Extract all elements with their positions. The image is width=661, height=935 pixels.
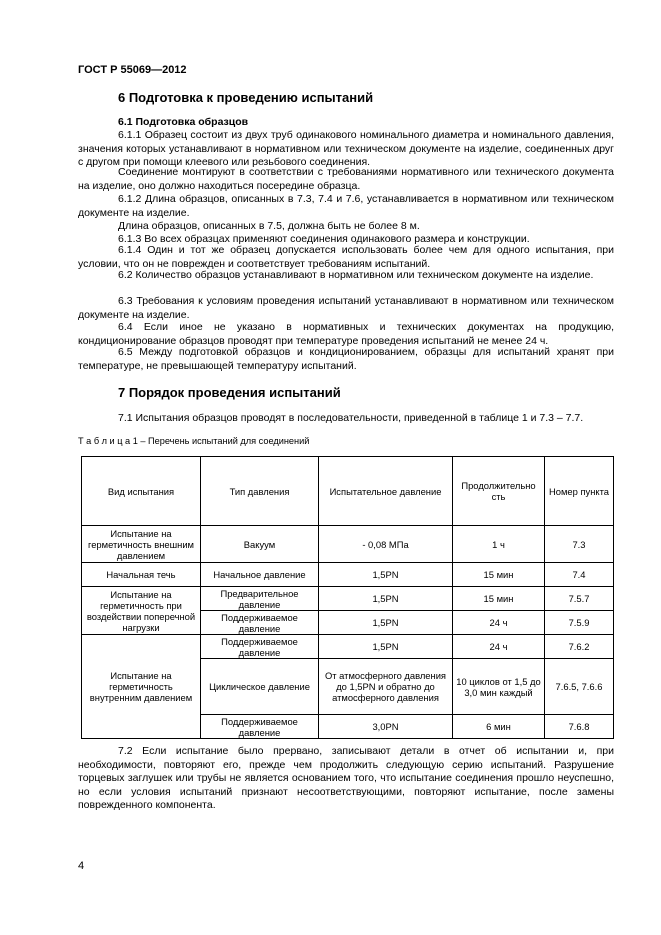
table-row: [82, 563, 614, 587]
page-number: 4: [78, 860, 85, 872]
cell-clause: 7.6.5, 7.6.6: [545, 659, 614, 715]
cell-duration: 6 мин: [453, 715, 545, 739]
header-test-pressure: Испытательное давление: [319, 457, 453, 526]
cell-test-pressure: 1,5PN: [319, 563, 453, 587]
tests-table: [81, 456, 614, 739]
paragraph-7-1: 7.1 Испытания образцов проводят в последовательности, приведенной в таблице 1 и 7.3 – 7.7.: [118, 412, 584, 424]
cell-duration: 15 мин: [453, 563, 545, 587]
cell-duration: 24 ч: [453, 611, 545, 635]
paragraph-7-2: 7.2 Если испытание было прервано, записывают детали в отчет об испытании и, при необходимости, повторяют его, прежде чем продолжить следующую серию испытаний. Разрушение торцевых заглушек или трубы не является основанием того, что испытание соединения прошло неуспешно, но если условия испытаний признают несоответствующими, повторяют испытание, после замены поврежденного компонента.: [78, 745, 614, 812]
cell-test-type: Испытание на герметичность внешним давлением: [82, 526, 201, 563]
cell-duration: 24 ч: [453, 635, 545, 659]
cell-clause: 7.4: [545, 563, 614, 587]
cell-pressure-type: Предварительное давление: [201, 587, 319, 611]
cell-pressure-type: Поддерживаемое давление: [201, 715, 319, 739]
cell-test-pressure: 3,0PN: [319, 715, 453, 739]
cell-test-pressure: 1,5PN: [319, 611, 453, 635]
paragraph-6-2: 6.2 Количество образцов устанавливают в нормативном или техническом документе на изделие.: [118, 269, 594, 281]
cell-pressure-type: Начальное давление: [201, 563, 319, 587]
paragraph-6-1-1: 6.1.1 Образец состоит из двух труб одинакового номинального диаметра и номинального давления, значения которых устанавливают в нормативном или техническом документе на изделие, соединенных друг с другом при помощи клеевого или резьбового соединения.: [78, 129, 614, 169]
cell-clause: 7.5.7: [545, 587, 614, 611]
paragraph-6-4: 6.4 Если иное не указано в нормативных и технических документах на продукцию, кондиционирование образцов проводят при температуре проведения испытаний не менее 24 ч.: [78, 321, 614, 347]
cell-test-type: Испытание на герметичность при воздействии поперечной нагрузки: [82, 587, 201, 635]
section-7-title: 7 Порядок проведения испытаний: [118, 385, 341, 400]
table-row: [82, 635, 614, 659]
table-row: [82, 526, 614, 563]
table-header-row: [82, 457, 614, 526]
cell-test-type: Начальная течь: [82, 563, 201, 587]
paragraph-6-1-2: 6.1.2 Длина образцов, описанных в 7.3, 7.4 и 7.6, устанавливается в нормативном или техническом документе на изделие.: [78, 193, 614, 219]
cell-test-pressure: От атмосферного давления до 1,5PN и обратно до атмосферного давления: [319, 659, 453, 715]
cell-duration: 10 циклов от 1,5 до 3,0 мин каждый: [453, 659, 545, 715]
paragraph-6-1-3: 6.1.3 Во всех образцах применяют соединения одинакового размера и конструкции.: [118, 233, 530, 245]
cell-pressure-type: Вакуум: [201, 526, 319, 563]
header-pressure-type: Тип давления: [201, 457, 319, 526]
header-test-type: Вид испытания: [82, 457, 201, 526]
cell-clause: 7.3: [545, 526, 614, 563]
cell-pressure-type: Циклическое давление: [201, 659, 319, 715]
cell-pressure-type: Поддерживаемое давление: [201, 611, 319, 635]
cell-clause: 7.5.9: [545, 611, 614, 635]
cell-test-pressure: - 0,08 МПа: [319, 526, 453, 563]
paragraph-6-5: 6.5 Между подготовкой образцов и кондиционированием, образцы для испытаний хранят при температуре, не превышающей температуру испытаний.: [78, 346, 614, 372]
cell-pressure-type: Поддерживаемое давление: [201, 635, 319, 659]
cell-duration: 15 мин: [453, 587, 545, 611]
header-clause: Номер пункта: [545, 457, 614, 526]
cell-test-pressure: 1,5PN: [319, 587, 453, 611]
cell-test-type: Испытание на герметичность внутренним давлением: [82, 635, 201, 739]
cell-test-pressure: 1,5PN: [319, 635, 453, 659]
section-6-title: 6 Подготовка к проведению испытаний: [118, 90, 374, 105]
table-row: [82, 587, 614, 611]
paragraph-6-3: 6.3 Требования к условиям проведения испытаний устанавливают в нормативном или техническом документе на изделие.: [78, 295, 614, 321]
paragraph-6-1-4: 6.1.4 Один и тот же образец допускается использовать более чем для одного испытания, при условии, что он не поврежден и соответствует требованиям испытаний.: [78, 244, 614, 270]
cell-duration: 1 ч: [453, 526, 545, 563]
paragraph-6-1-2-b: Длина образцов, описанных в 7.5, должна быть не более 8 м.: [118, 220, 420, 232]
subsection-6-1-title: 6.1 Подготовка образцов: [118, 116, 249, 128]
table-caption: Т а б л и ц а 1 – Перечень испытаний для соединений: [78, 436, 310, 446]
paragraph-6-1-1-b: Соединение монтируют в соответствии с требованиями нормативного или технического документа на изделие, оно должно находиться посередине образца.: [78, 166, 614, 192]
document-header: ГОСТ Р 55069—2012: [78, 64, 187, 76]
cell-clause: 7.6.8: [545, 715, 614, 739]
cell-clause: 7.6.2: [545, 635, 614, 659]
header-duration: Продолжительно сть: [453, 457, 545, 526]
